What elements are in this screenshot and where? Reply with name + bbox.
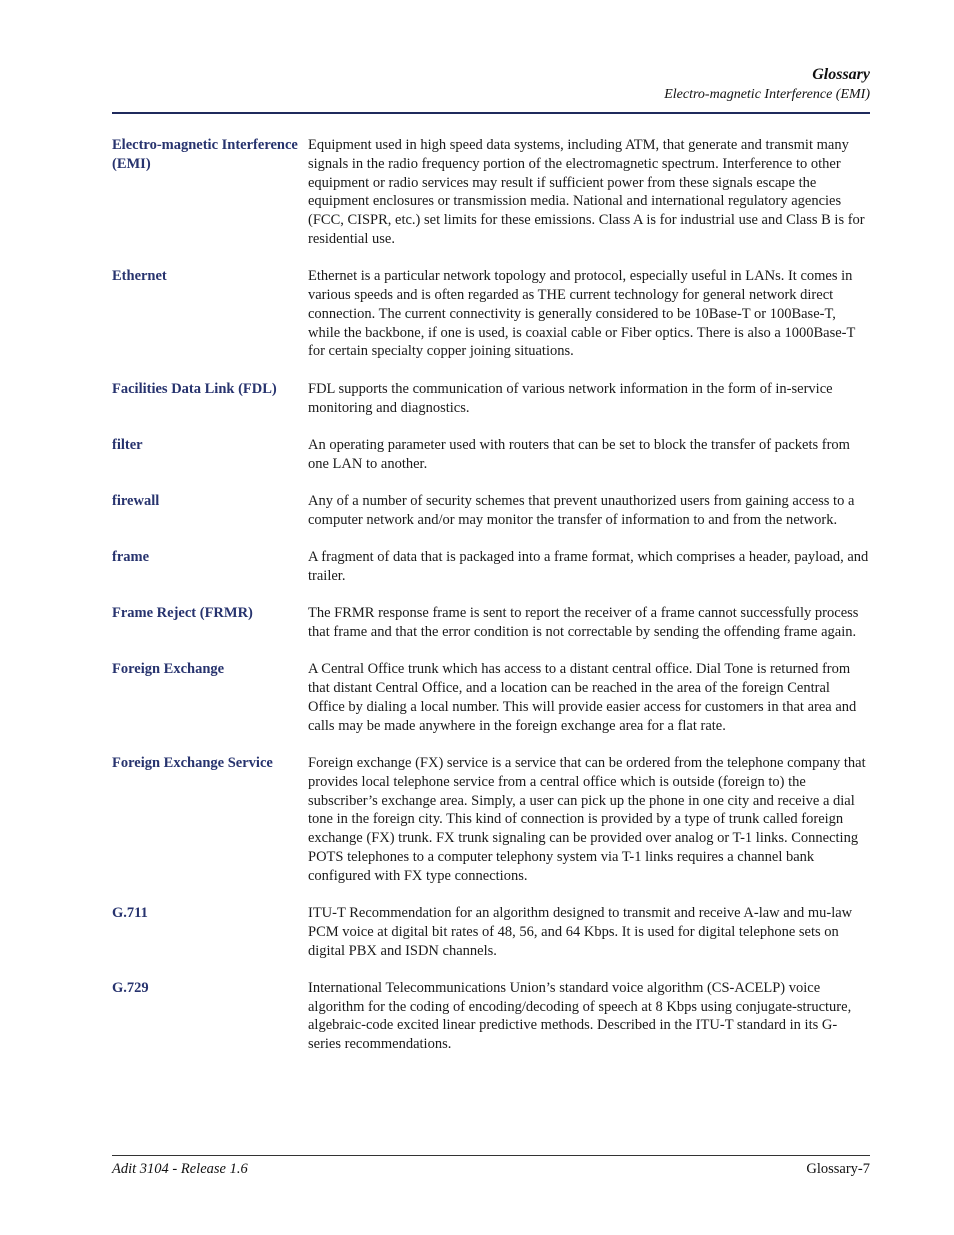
glossary-term: filter xyxy=(112,436,143,453)
glossary-term: Electro-magnetic Interference (EMI) xyxy=(112,137,298,172)
glossary-entry xyxy=(112,604,870,642)
glossary-definition: International Telecommunications Union’s standard voice algorithm (CS-ACELP) voice algorithm for the coding of encoding/decoding of speech at 8 Kbps using conjugate-structure, algebraic-code excited linear predictive methods. Described in the ITU-T standard in its G-series recommendations. xyxy=(308,979,852,1053)
glossary-definition: A fragment of data that is packaged into a frame format, which comprises a header, payload, and trailer. xyxy=(308,549,869,584)
glossary-definition: A Central Office trunk which has access to a distant central office. Dial Tone is returned from that distant Central Office, and a location can be reached in the area of the foreign Central Office by dialing a local number. This will provide easier access for customers in that area and calls may be made anywhere in the foreign exchange area for a flat rate. xyxy=(308,661,857,734)
glossary-term: frame xyxy=(112,549,150,566)
glossary-entry xyxy=(112,267,870,361)
glossary-definition: Equipment used in high speed data systems, including ATM, that generate and transmit many signals in the radio frequency portion of the electromagnetic spectrum. Interference to other equipment or radio services may result if sufficient power from these signals escape the equipment enclosures or transmission media. National and international regulatory agencies (FCC, CISPR, etc.) set limits for these emissions. Class A is for industrial use and Class B is for residential use. xyxy=(308,137,865,247)
page-header xyxy=(112,64,870,105)
glossary-definition: Any of a number of security schemes that prevent unauthorized users from gaining access to a computer network and/or may monitor the transfer of information to and from the network. xyxy=(308,492,855,528)
glossary-term: Facilities Data Link (FDL) xyxy=(112,380,277,397)
glossary-term: G.711 xyxy=(112,905,148,921)
footer-document-title: Adit 3104 - Release 1.6 xyxy=(112,1161,248,1177)
glossary-definition: Ethernet is a particular network topology and protocol, especially useful in LANs. It comes in various speeds and is often regarded as THE current technology for general network direct connection. The current connectivity is generally considered to be 10Base-T or 100Base-T, while the backbone, if one is used, is coaxial cable or Fiber optics. There is also a 1000Base-T for certain specialty copper joining situations. xyxy=(308,268,856,360)
glossary-entry xyxy=(112,136,870,249)
glossary-definition: The FRMR response frame is sent to report the receiver of a frame cannot successfully process that frame and that the error condition is not correctable by sending the offending frame again. xyxy=(308,605,859,640)
glossary-entry xyxy=(112,492,870,530)
glossary-term: Foreign Exchange Service xyxy=(112,754,273,771)
glossary-entry xyxy=(112,904,870,960)
glossary-term: G.729 xyxy=(112,979,149,996)
glossary-definition: An operating parameter used with routers that can be set to block the transfer of packets from one LAN to another. xyxy=(308,436,850,472)
glossary-definition: ITU-T Recommendation for an algorithm designed to transmit and receive A-law and mu-law PCM voice at digital bit rates of 48, 56, and 64 Kbps. It is used for digital telephone sets on digital PBX and ISDN channels. xyxy=(308,905,853,959)
glossary-entry xyxy=(112,979,870,1054)
glossary-definition: FDL supports the communication of various network information in the form of in-service monitoring and diagnostics. xyxy=(308,380,833,416)
glossary-entry xyxy=(112,660,870,735)
page-title: Glossary xyxy=(812,66,870,83)
glossary-entry xyxy=(112,754,870,886)
glossary-entry xyxy=(112,436,870,474)
glossary-entry xyxy=(112,380,870,418)
glossary-term: firewall xyxy=(112,492,160,509)
glossary-list xyxy=(112,136,870,1073)
glossary-term: Frame Reject (FRMR) xyxy=(112,605,253,622)
glossary-definition: Foreign exchange (FX) service is a service that can be ordered from the telephone company that provides local telephone service from a central office which is outside (foreign to) the subscriber’s exchange area. Simply, a user can pick up the phone in one city and receive a dial tone in the foreign city. This kind of connection is provided by a type of trunk called foreign exchange (FX) trunk. FX trunk signaling can be provided over analog or T-1 links. Connecting POTS telephones to a computer telephony system via T-1 links requires a channel bank configured with FX type connections. xyxy=(308,754,866,884)
page-subtitle: Electro-magnetic Interference (EMI) xyxy=(664,87,870,102)
glossary-term: Ethernet xyxy=(112,268,167,285)
footer-divider xyxy=(112,1155,870,1156)
glossary-term: Foreign Exchange xyxy=(112,661,225,678)
footer-page-number: Glossary-7 xyxy=(806,1161,870,1177)
glossary-entry xyxy=(112,548,870,586)
header-divider xyxy=(112,112,870,114)
